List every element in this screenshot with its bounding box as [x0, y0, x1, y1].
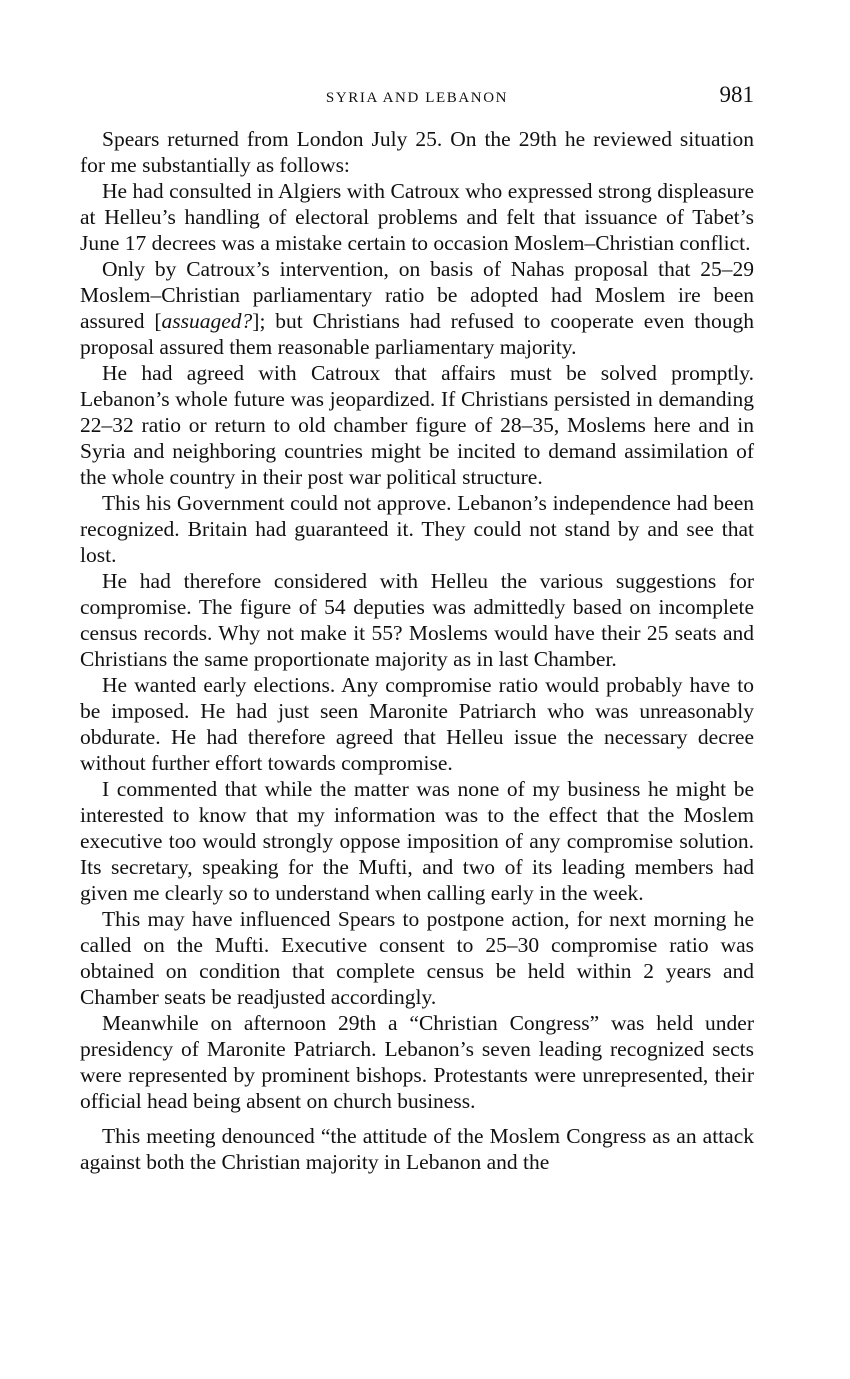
paragraph: He had agreed with Catroux that affairs must be solved promptly. Lebanon’s whole future was jeopardized. If Christians persisted in demanding 22–32 ratio or return to old chamber figure of 28–35, Moslems here and in Syria and neighboring countries might be incited to demand assimilation of the whole country in their post war political structure.	[80, 361, 754, 489]
paragraph: I commented that while the matter was none of my business he might be interested to know that my information was to the effect that the Moslem executive too would strongly oppose imposition of any compromise solution. Its secretary, speaking for the Mufti, and two of its leading members had given me clearly so to understand when calling early in the week.	[80, 777, 754, 905]
paragraph: He wanted early elections. Any compromise ratio would probably have to be imposed. He had just seen Maronite Patriarch who was unreasonably obdurate. He had therefore agreed that Helleu issue the necessary decree without further effort towards compromise.	[80, 673, 754, 775]
paragraph	[80, 256, 754, 360]
paragraph-text: ]; but Christians had refused to cooperate even though proposal assured them reasonable parliamentary majority.	[80, 309, 754, 359]
page-header	[80, 84, 754, 118]
paragraph-text: Only by Catroux’s intervention, on basis of Nahas proposal that 25–29 Moslem–Christian parliamentary ratio be adopted had Moslem ire been assured [	[80, 257, 754, 333]
paragraph: Meanwhile on afternoon 29th a “Christian Congress” was held under presidency of Maronite Patriarch. Lebanon’s seven leading recognized sects were represented by prominent bishops. Protestants were unrepresented, their official head being absent on church business.	[80, 1011, 754, 1113]
body-text	[80, 126, 754, 1175]
paragraph: He had therefore considered with Helleu the various suggestions for compromise. The figure of 54 deputies was admittedly based on incomplete census records. Why not make it 55? Moslems would have their 25 seats and Christians the same proportionate majority as in last Chamber.	[80, 569, 754, 671]
document-page	[80, 84, 754, 1175]
paragraph: Spears returned from London July 25. On the 29th he reviewed situation for me substantially as follows:	[80, 127, 754, 177]
paragraph: He had consulted in Algiers with Catroux who expressed strong displeasure at Helleu’s handling of electoral problems and felt that issuance of Tabet’s June 17 decrees was a mistake certain to occasion Moslem–Christian conflict.	[80, 179, 754, 255]
paragraph: This may have influenced Spears to postpone action, for next morning he called on the Mufti. Executive consent to 25–30 compromise ratio was obtained on condition that complete census be held within 2 years and Chamber seats be readjusted accordingly.	[80, 907, 754, 1009]
paragraph: This meeting denounced “the attitude of the Moslem Congress as an attack against both the Christian majority in Lebanon and the	[80, 1124, 754, 1174]
editorial-insertion: assuaged?	[161, 309, 253, 333]
paragraph: This his Government could not approve. Lebanon’s independence had been recognized. Britain had guaranteed it. They could not stand by and see that lost.	[80, 491, 754, 567]
page-number: 981	[719, 82, 754, 107]
running-head: SYRIA AND LEBANON	[325, 90, 509, 106]
